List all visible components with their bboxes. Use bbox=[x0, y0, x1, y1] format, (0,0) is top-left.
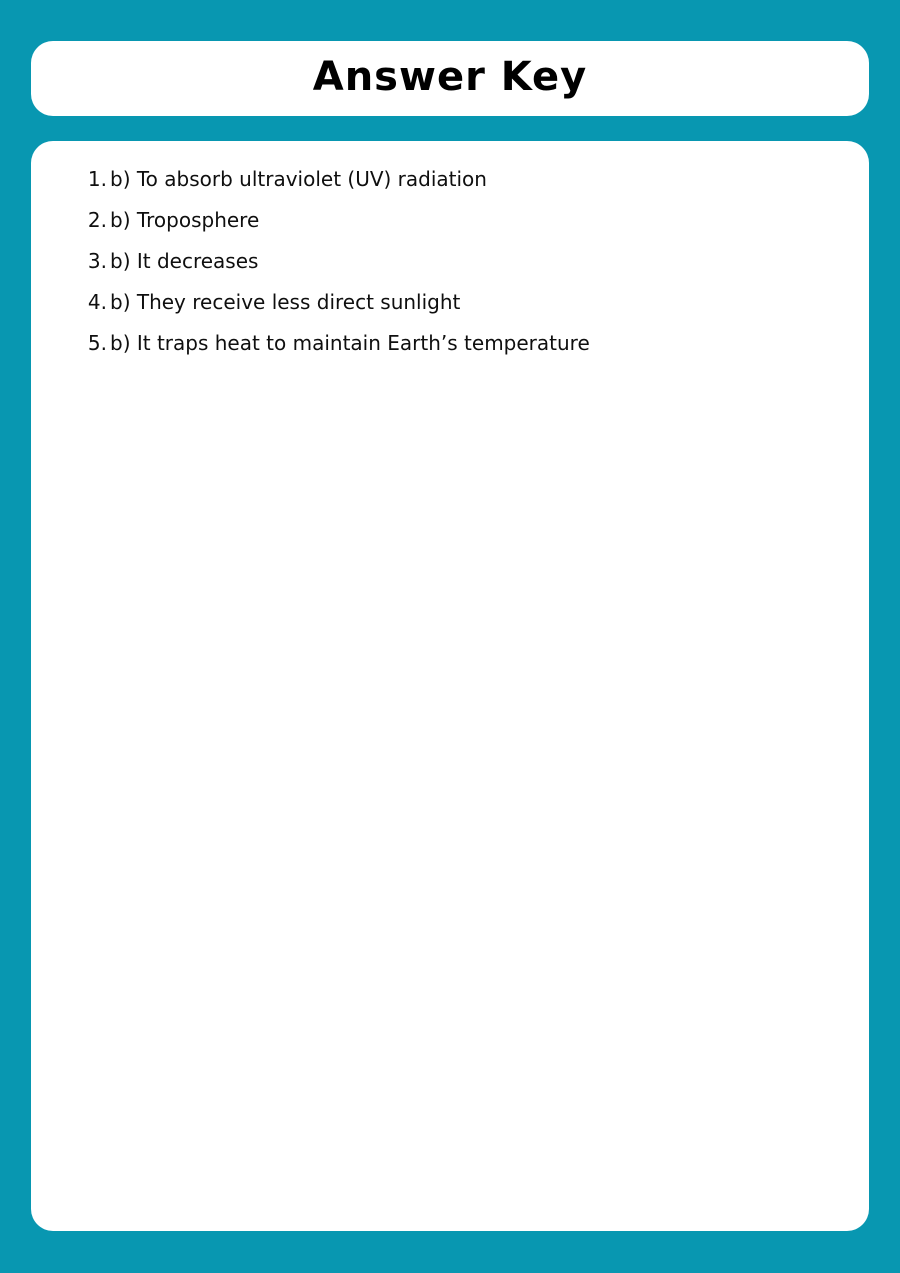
answer-card bbox=[31, 141, 869, 1231]
page-title: Answer Key bbox=[312, 53, 588, 100]
answer-item-2 bbox=[31, 208, 590, 249]
answer-list bbox=[31, 167, 590, 372]
answer-number: 5. bbox=[87, 331, 107, 355]
answer-number: 1. bbox=[87, 167, 107, 191]
answer-text: b) It traps heat to maintain Earth’s temperature bbox=[110, 331, 590, 355]
answer-item-5 bbox=[31, 331, 590, 372]
answer-text: b) Troposphere bbox=[110, 208, 260, 232]
answer-item-4 bbox=[31, 290, 590, 331]
answer-text: b) To absorb ultraviolet (UV) radiation bbox=[110, 167, 487, 191]
title-card bbox=[31, 41, 869, 116]
answer-number: 2. bbox=[87, 208, 107, 232]
answer-text: b) It decreases bbox=[110, 249, 259, 273]
answer-item-3 bbox=[31, 249, 590, 290]
answer-number: 4. bbox=[87, 290, 107, 314]
answer-item-1 bbox=[31, 167, 590, 208]
answer-number: 3. bbox=[87, 249, 107, 273]
answer-text: b) They receive less direct sunlight bbox=[110, 290, 461, 314]
